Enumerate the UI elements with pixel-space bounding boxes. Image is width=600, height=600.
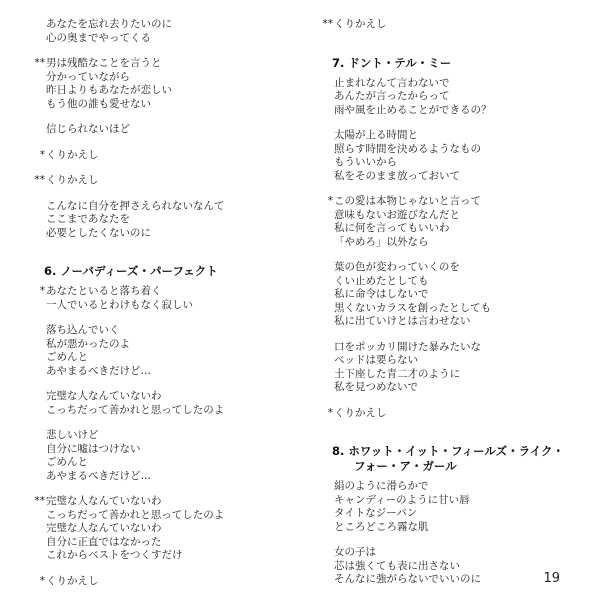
song-title: [318, 56, 588, 71]
lyric-text: 昨日よりもあなたが恋しい: [46, 84, 172, 96]
repeat-marker: [318, 129, 334, 143]
stanza-gap: [30, 483, 300, 495]
repeat-marker: [30, 365, 46, 379]
lyric-text: 完璧な人なんていないわ: [46, 522, 162, 534]
stanza-gap: [30, 563, 300, 575]
right-column: [318, 18, 588, 587]
repeat-marker: [30, 536, 46, 550]
lyric-line: [30, 71, 300, 85]
repeat-marker: [318, 381, 334, 395]
lyric-text: 自分に正直ではなかった: [46, 535, 162, 548]
lyric-line: [30, 227, 300, 241]
lyric-text: くりかえし: [334, 406, 387, 419]
repeat-marker: [318, 302, 334, 316]
lyric-line: [30, 324, 300, 338]
lyric-line: [318, 315, 588, 329]
lyric-text: くりかえし: [46, 574, 99, 587]
lyric-text: もう他の誰も愛せない: [46, 97, 151, 110]
lyric-text: キャンディーのように甘い唇: [334, 493, 470, 506]
lyric-text: 私に命令はしないで: [334, 288, 429, 300]
repeat-marker: [318, 546, 334, 560]
lyric-line: [30, 174, 300, 188]
lyric-text: あやまるべきだけど…: [46, 469, 151, 482]
stanza-gap: [318, 395, 588, 407]
repeat-marker: *: [39, 285, 45, 297]
lyric-line: [30, 57, 300, 71]
lyric-line: [30, 213, 300, 227]
lyric-line: [318, 195, 588, 209]
repeat-marker: [318, 368, 334, 382]
repeat-marker: [318, 143, 334, 157]
lyric-text: くりかえし: [334, 18, 387, 30]
lyric-line: [318, 494, 588, 508]
repeat-marker: **: [322, 18, 333, 30]
lyric-text: ベッドは要らない: [334, 354, 418, 366]
lyric-text: ごめんと: [46, 351, 88, 363]
lyric-line: [318, 521, 588, 535]
repeat-marker: [30, 123, 46, 137]
lyric-line: [318, 407, 588, 421]
lyric-line: [30, 200, 300, 214]
lyric-text: 完璧な人なんていないわ: [46, 390, 162, 402]
lyric-text: 落ち込んでいく: [46, 324, 120, 336]
lyric-line: [30, 365, 300, 379]
lyric-line: [30, 123, 300, 137]
lyric-line: [318, 480, 588, 494]
lyric-text: 雨や風を止めることができるの？: [334, 103, 492, 116]
stanza-gap: [318, 32, 588, 44]
lyric-text: あなたを忘れ去りたいのに: [46, 18, 172, 30]
lyric-text: 私を見つめないで: [334, 381, 418, 393]
left-column: [30, 18, 300, 588]
lyric-line: [318, 546, 588, 560]
repeat-marker: [318, 261, 334, 275]
repeat-marker: *: [327, 406, 333, 419]
lyric-text: 男は残酷なことを言うと: [46, 57, 162, 69]
lyric-line: [30, 549, 300, 563]
song-title-text: 6. ノーバディーズ・パーフェクト: [44, 264, 218, 278]
lyric-line: [318, 507, 588, 521]
repeat-marker: [318, 560, 334, 574]
repeat-marker: [318, 288, 334, 302]
lyric-text: 照らす時間を決めるようなもの: [334, 142, 481, 155]
stanza-gap: [318, 249, 588, 261]
repeat-marker: [318, 77, 334, 91]
repeat-marker: [318, 573, 334, 587]
lyric-text: これからベストをつくすだけ: [46, 549, 183, 561]
lyric-line: [30, 285, 300, 299]
lyric-line: [318, 222, 588, 236]
stanza-gap: [30, 312, 300, 324]
lyric-line: [30, 32, 300, 46]
repeat-marker: [318, 341, 334, 355]
song-title: [30, 264, 300, 279]
lyric-text: あんたが言ったからって: [334, 90, 450, 102]
song-title-continuation: フォー・ア・ガール: [354, 459, 457, 473]
lyric-line: [318, 77, 588, 91]
repeat-marker: [30, 443, 46, 457]
lyric-line: [318, 354, 588, 368]
repeat-marker: [30, 200, 46, 214]
lyric-line: [318, 261, 588, 275]
lyric-text: 口をポッカリ開けた暴みたいな: [334, 340, 481, 353]
lyric-text: ところどころ霧な肌: [334, 520, 429, 533]
lyric-line: [318, 209, 588, 223]
lyric-text: 葉の色が変わっていくのを: [334, 261, 460, 273]
page-number: 19: [543, 571, 560, 586]
repeat-marker: [30, 390, 46, 404]
stanza-gap: [30, 188, 300, 200]
lyric-line: [30, 443, 300, 457]
lyric-line: [318, 170, 588, 184]
repeat-marker: **: [34, 57, 45, 69]
lyric-text: 「やめろ」以外なら: [334, 235, 429, 248]
repeat-marker: [30, 18, 46, 32]
lyric-text: 悲しいけど: [46, 429, 99, 441]
repeat-marker: [318, 156, 334, 170]
lyric-text: この愛は本物じゃないと言って: [334, 195, 481, 207]
lyric-line: [30, 84, 300, 98]
lyric-line: [30, 18, 300, 32]
lyric-line: [318, 236, 588, 250]
lyric-line: [318, 90, 588, 104]
song-title-text: 7. ドント・テル・ミー: [332, 55, 452, 70]
repeat-marker: **: [34, 174, 45, 186]
lyric-line: [318, 18, 588, 32]
lyric-text: こっちだって善かれと思ってしたのよ: [46, 403, 225, 416]
lyric-line: [30, 390, 300, 404]
lyric-line: [30, 575, 300, 589]
lyric-text: 必要としたくないのに: [46, 226, 151, 239]
lyric-line: [318, 341, 588, 355]
repeat-marker: [318, 315, 334, 329]
lyric-text: あやまるべきだけど…: [46, 364, 151, 377]
lyric-line: [30, 456, 300, 470]
lyric-text: 信じられないほど: [46, 123, 130, 135]
stanza-gap: [318, 432, 588, 444]
lyric-text: 意味もないお遊びなんだと: [334, 208, 460, 221]
repeat-marker: [30, 404, 46, 418]
lyric-line: [30, 509, 300, 523]
stanza-gap: [318, 420, 588, 432]
repeat-marker: *: [327, 195, 333, 207]
repeat-marker: [30, 470, 46, 484]
repeat-marker: [318, 275, 334, 289]
lyric-text: 太陽が上る時間と: [334, 129, 418, 141]
lyric-line: [318, 104, 588, 118]
lyric-text: 完璧な人なんていないわ: [46, 495, 162, 507]
lyric-line: [318, 288, 588, 302]
lyric-line: [318, 156, 588, 170]
repeat-marker: [318, 170, 334, 184]
repeat-marker: [318, 236, 334, 250]
repeat-marker: [30, 213, 46, 227]
lyric-line: [318, 381, 588, 395]
lyric-text: 分かっていながら: [46, 70, 130, 83]
repeat-marker: [318, 354, 334, 368]
stanza-gap: [30, 378, 300, 390]
repeat-marker: [30, 509, 46, 523]
repeat-marker: [318, 90, 334, 104]
repeat-marker: [30, 98, 46, 112]
lyric-text: そんなに強がらないでいいのに: [334, 573, 481, 585]
stanza-gap: [318, 117, 588, 129]
lyric-text: くりかえし: [46, 174, 99, 186]
repeat-marker: [318, 209, 334, 223]
lyric-line: [30, 536, 300, 550]
lyric-line: [30, 495, 300, 509]
lyric-line: [30, 98, 300, 112]
stanza-gap: [30, 240, 300, 252]
lyric-text: くりかえし: [46, 148, 99, 161]
lyric-text: 一人でいるとわけもなく寂しい: [46, 298, 193, 311]
lyric-text: もういいから: [334, 156, 397, 168]
repeat-marker: [318, 480, 334, 494]
lyric-line: [30, 338, 300, 352]
repeat-marker: [30, 84, 46, 98]
repeat-marker: [318, 521, 334, 535]
lyric-text: ここまであなたを: [46, 213, 130, 225]
lyric-text: 女の子は: [334, 546, 376, 558]
repeat-marker: *: [39, 148, 45, 161]
lyric-text: 絹のように滑らかで: [334, 480, 429, 492]
stanza-gap: [318, 534, 588, 546]
repeat-marker: *: [39, 574, 45, 587]
song-title-text: 8. ホワット・イット・フィールズ・ライク・: [332, 444, 564, 458]
lyric-text: 私に何を言ってもいいわ: [334, 222, 450, 234]
repeat-marker: [30, 32, 46, 46]
repeat-marker: [30, 456, 46, 470]
lyric-line: [318, 275, 588, 289]
lyric-text: 黒くないカラスを創ったとしても: [334, 301, 492, 314]
lyric-line: [318, 143, 588, 157]
stanza-gap: [318, 44, 588, 56]
stanza-gap: [30, 162, 300, 174]
lyric-text: 止まれなんて言わないで: [334, 76, 450, 89]
lyric-text: 私に出ていけとは言わせない: [334, 315, 471, 327]
lyric-line: [30, 429, 300, 443]
lyric-line: [30, 299, 300, 313]
lyric-text: 私が悪かったのよ: [46, 337, 130, 350]
repeat-marker: [30, 549, 46, 563]
repeat-marker: [30, 299, 46, 313]
lyric-line: [30, 470, 300, 484]
stanza-gap: [30, 137, 300, 149]
lyric-text: 土下座した青二才のように: [334, 367, 460, 380]
stanza-gap: [30, 45, 300, 57]
lyric-line: [30, 351, 300, 365]
lyric-line: [318, 368, 588, 382]
song-title: [318, 444, 588, 474]
lyric-text: こんなに自分を押さえられないなんて: [46, 199, 225, 212]
repeat-marker: [318, 104, 334, 118]
repeat-marker: [30, 338, 46, 352]
repeat-marker: [318, 222, 334, 236]
lyric-line: [30, 522, 300, 536]
repeat-marker: [30, 351, 46, 365]
stanza-gap: [318, 329, 588, 341]
lyric-text: 自分に嘘はつけない: [46, 442, 141, 455]
stanza-gap: [30, 417, 300, 429]
repeat-marker: [318, 507, 334, 521]
stanza-gap: [30, 252, 300, 264]
repeat-marker: [30, 71, 46, 85]
lyric-text: タイトなジーパン: [334, 507, 418, 519]
lyric-line: [30, 149, 300, 163]
lyric-text: 心の奥までやってくる: [46, 31, 151, 44]
lyric-text: 芯は強くても表に出さない: [334, 559, 460, 572]
repeat-marker: [30, 324, 46, 338]
stanza-gap: [30, 111, 300, 123]
lyric-text: 私をそのまま放っておいて: [334, 169, 460, 182]
lyric-text: あなたといると落ち着く: [46, 285, 162, 297]
repeat-marker: [30, 522, 46, 536]
repeat-marker: [30, 429, 46, 443]
lyric-line: [318, 302, 588, 316]
lyric-text: くい止めたとしても: [334, 274, 429, 287]
lyric-line: [30, 404, 300, 418]
stanza-gap: [318, 183, 588, 195]
lyric-text: こっちだって善かれと思ってしたのよ: [46, 508, 225, 521]
repeat-marker: [318, 494, 334, 508]
lyric-text: ごめんと: [46, 456, 88, 468]
lyric-line: [318, 129, 588, 143]
repeat-marker: **: [34, 495, 45, 507]
repeat-marker: [30, 227, 46, 241]
